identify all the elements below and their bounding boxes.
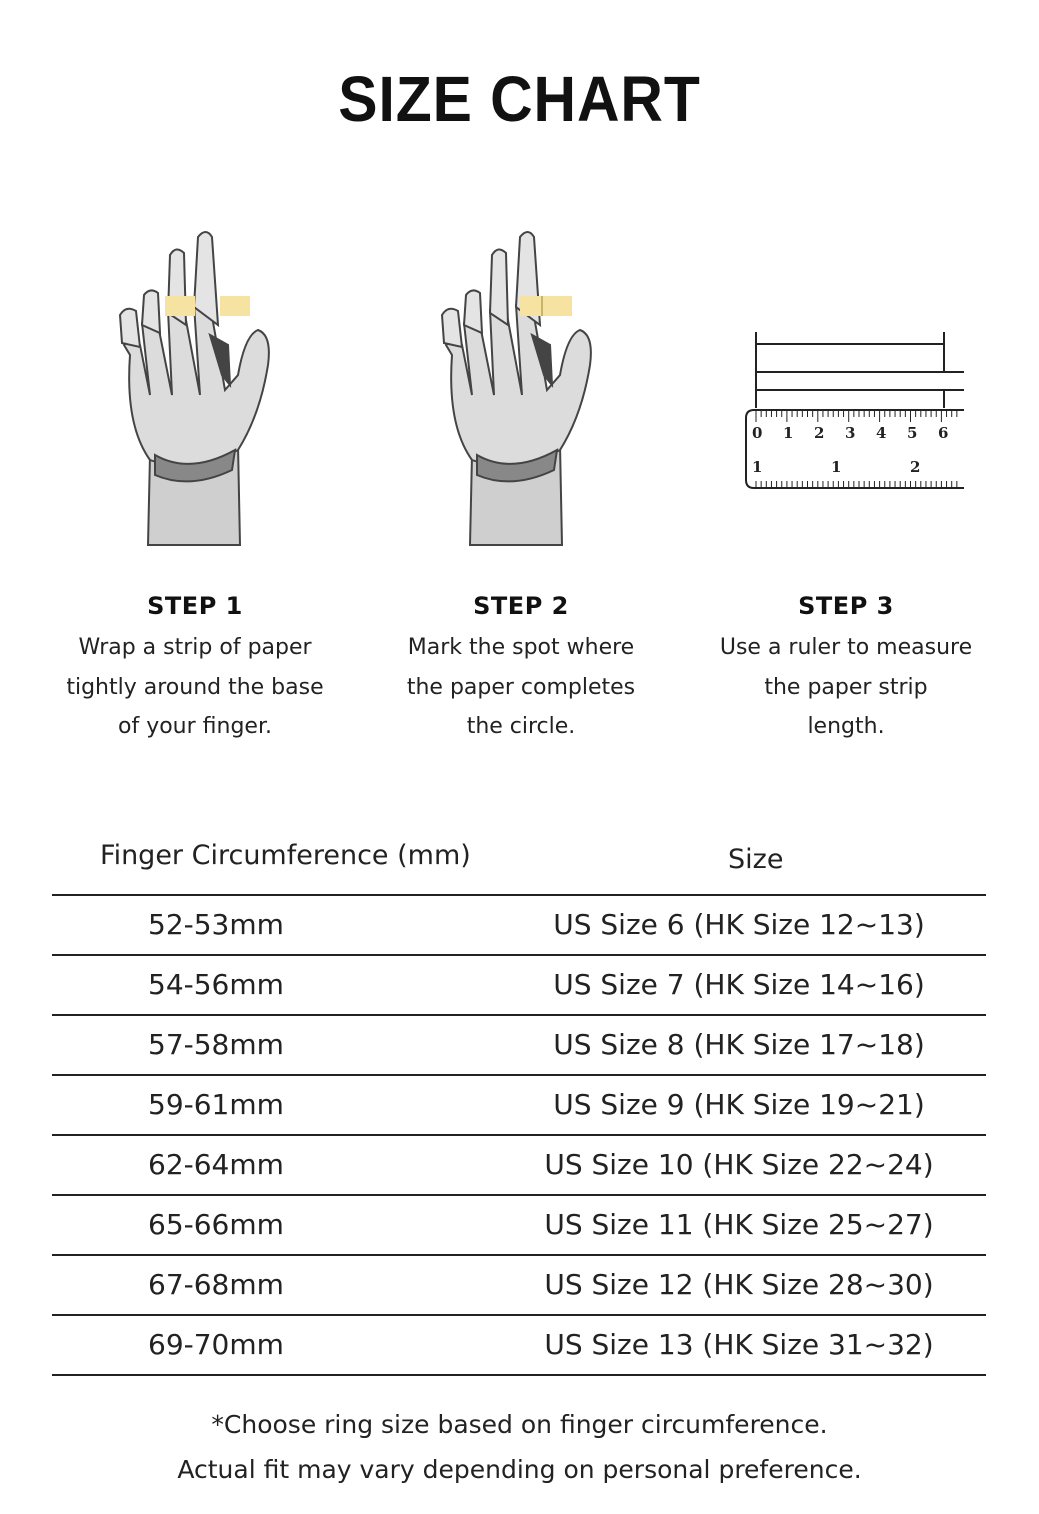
step-3 <box>681 592 1011 747</box>
step-line: Use a ruler to measure <box>719 635 973 660</box>
circumference-cell: 54-56mm <box>148 968 284 1001</box>
hand-with-marked-strip-icon <box>432 225 602 550</box>
ruler-top-number: 6 <box>938 424 949 442</box>
step-line: the paper strip <box>764 674 928 700</box>
ruler-top-number: 4 <box>876 424 887 442</box>
size-table <box>52 830 986 1376</box>
circumference-cell: 62-64mm <box>148 1148 284 1181</box>
ruler-top-number: 1 <box>783 424 794 442</box>
circumference-cell: 59-61mm <box>148 1088 284 1121</box>
size-cell: US Size 10 (HK Size 22~24) <box>544 1148 934 1181</box>
ruler-bottom-number: 2 <box>910 458 921 476</box>
table-header <box>52 830 986 896</box>
step-title: STEP 1 <box>147 592 243 620</box>
step-1 <box>30 592 360 747</box>
size-cell: US Size 6 (HK Size 12~13) <box>553 908 925 941</box>
ruler-top-number: 2 <box>814 424 825 442</box>
footnote-line: *Choose ring size based on finger circumference. <box>211 1410 828 1439</box>
step-line: of your finger. <box>118 714 272 739</box>
size-cell: US Size 9 (HK Size 19~21) <box>553 1088 925 1121</box>
table-row <box>52 1136 986 1196</box>
hand-with-paper-strip-icon <box>110 225 280 550</box>
page-title: SIZE CHART <box>338 63 701 135</box>
ruler-bottom-number: 1 <box>831 458 842 476</box>
step-line: Wrap a strip of paper <box>78 635 312 660</box>
table-row <box>52 1076 986 1136</box>
step-line: the circle. <box>466 714 576 739</box>
step-line: length. <box>807 714 885 739</box>
step-description <box>681 628 1011 747</box>
header-size: Size <box>728 844 784 875</box>
step-description <box>30 628 360 747</box>
circumference-cell: 52-53mm <box>148 908 284 941</box>
footnote <box>0 1402 1039 1492</box>
table-row <box>52 1316 986 1376</box>
table-row <box>52 896 986 956</box>
circumference-cell: 57-58mm <box>148 1028 284 1061</box>
size-cell: US Size 8 (HK Size 17~18) <box>553 1028 925 1061</box>
ruler-top-number: 5 <box>907 424 918 442</box>
step-line: the paper completes <box>406 674 636 700</box>
step-title: STEP 2 <box>473 592 569 620</box>
ruler-top-number: 0 <box>752 424 763 442</box>
size-cell: US Size 13 (HK Size 31~32) <box>544 1328 934 1361</box>
table-row <box>52 956 986 1016</box>
size-cell: US Size 12 (HK Size 28~30) <box>544 1268 934 1301</box>
step-title: STEP 3 <box>798 592 894 620</box>
header-circumference: Finger Circumference (mm) <box>100 840 471 871</box>
step-line: Mark the spot where <box>407 635 635 660</box>
table-row <box>52 1016 986 1076</box>
ruler-bottom-number: 1 <box>752 458 763 476</box>
circumference-cell: 65-66mm <box>148 1208 284 1241</box>
step-description <box>356 628 686 747</box>
table-row <box>52 1256 986 1316</box>
size-cell: US Size 7 (HK Size 14~16) <box>553 968 925 1001</box>
size-cell: US Size 11 (HK Size 25~27) <box>544 1208 934 1241</box>
ruler-top-number: 3 <box>845 424 856 442</box>
circumference-cell: 67-68mm <box>148 1268 284 1301</box>
ruler-measure-icon <box>742 330 964 495</box>
footnote-line: Actual fit may vary depending on personal preference. <box>177 1455 862 1484</box>
step-line: tightly around the base <box>66 674 324 700</box>
step-2 <box>356 592 686 747</box>
table-row <box>52 1196 986 1256</box>
circumference-cell: 69-70mm <box>148 1328 284 1361</box>
